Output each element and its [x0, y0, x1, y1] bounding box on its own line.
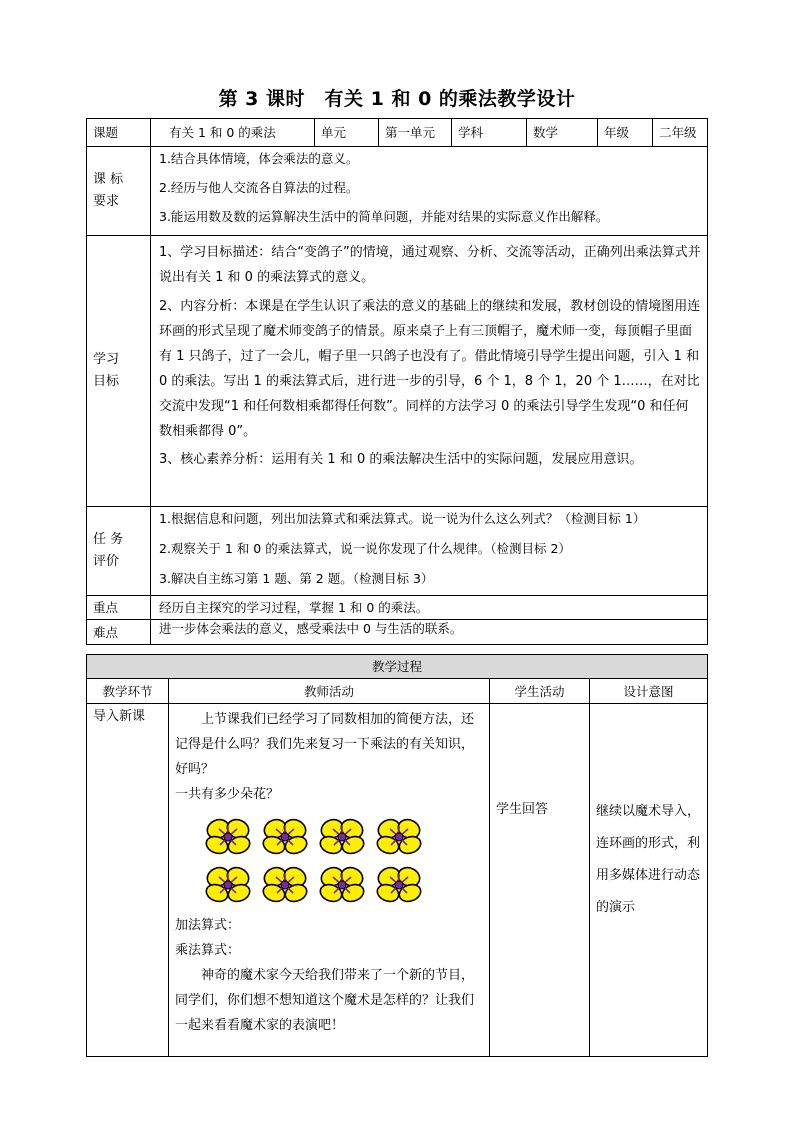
- process-table: [86, 654, 708, 1057]
- standards-label-line1: 课 标: [93, 171, 124, 187]
- goal-paragraph: 1、学习目标描述：结合“变鸽子”的情境，通过观察、分析、交流等活动，正确列出乘法算式并说出有关 1 和 0 的乘法算式的意义。: [159, 245, 701, 285]
- difficulty-text: 进一步体会乘法的意义，感受乘法中 0 与生活的联系。: [151, 620, 708, 645]
- addition-label: 加法算式：: [175, 918, 241, 933]
- lesson-info-table: [86, 118, 708, 645]
- subject-value: 数学: [527, 119, 598, 147]
- standards-label: [87, 147, 151, 236]
- yellow-flower-icon: [317, 865, 367, 905]
- yellow-flower-icon: [203, 865, 253, 905]
- key-point-label: 重点: [87, 596, 151, 620]
- goals-label-line1: 学习: [93, 351, 120, 367]
- goals-content: [151, 236, 708, 507]
- key-point-row: [87, 596, 708, 620]
- process-header-row: [87, 679, 708, 704]
- goals-row: [87, 236, 708, 507]
- standards-label-line2: 要求: [93, 194, 120, 209]
- grade-label: 年级: [598, 119, 653, 147]
- yellow-flower-icon: [374, 865, 424, 905]
- goals-label-line2: 目标: [93, 374, 120, 389]
- process-row: [87, 704, 708, 1057]
- key-point-text: 经历自主探究的学习过程，掌握 1 和 0 的乘法。: [151, 596, 708, 620]
- grade-value: 二年级: [653, 119, 708, 147]
- goals-label: [87, 236, 151, 507]
- subject-label: 学科: [452, 119, 527, 147]
- evaluation-label: [87, 507, 151, 596]
- yellow-flower-icon: [317, 817, 367, 857]
- standards-content: [151, 147, 708, 236]
- yellow-flower-icon: [374, 817, 424, 857]
- topic-label: 课题: [87, 119, 151, 147]
- difficulty-row: [87, 620, 708, 645]
- yellow-flower-icon: [203, 817, 253, 857]
- evaluation-item: 2.观察关于 1 和 0 的乘法算式，说一说你发现了什么规律。（检测目标 2）: [159, 541, 571, 556]
- teacher-activity: [169, 704, 490, 1057]
- evaluation-label-line2: 评价: [93, 554, 120, 569]
- unit-value: 第一单元: [379, 119, 452, 147]
- standards-item: 2.经历与他人交流各自算法的过程。: [159, 180, 359, 195]
- design-intent: 继续以魔术导入，连环画的形式，利用多媒体进行动态的演示: [590, 704, 708, 1057]
- standards-item: 1.结合具体情境，体会乘法的意义。: [159, 151, 359, 166]
- teacher-question: 一共有多少朵花？: [175, 787, 280, 802]
- header-row: [87, 119, 708, 147]
- stage-text: 导入新课: [87, 704, 169, 1057]
- col-intent: 设计意图: [590, 679, 708, 704]
- teacher-paragraph: 神奇的魔术家今天给我们带来了一个新的节目，同学们，你们想不想知道这个魔术是怎样的？让我们一起来看看魔术家的表演吧！: [175, 968, 475, 1033]
- yellow-flower-icon: [260, 817, 310, 857]
- evaluation-label-line1: 任 务: [93, 531, 124, 547]
- unit-label: 单元: [315, 119, 379, 147]
- process-title: 教学过程: [87, 655, 708, 679]
- standards-item: 3.能运用数及数的运算解决生活中的简单问题，并能对结果的实际意义作出解释。: [159, 209, 609, 224]
- goal-paragraph: 2、内容分析：本课是在学生认识了乘法的意义的基础上的继续和发展，教材创设的情境图用连环画的形式呈现了魔术师变鸽子的情景。原来桌子上有三顶帽子，魔术师一变，每顶帽子里面有 1 只鸽子，过了一会儿，帽子里一只鸽子也没有了。借此情境引导学生提出问题，引入 1 和 0 的乘法。写出 1 的乘法算式后，进行进一步的引导，6 个 1，8 个 1，20 个 1……，在对比交流中发现“1 和任何数相乘都得任何数”。同样的方法学习 0 的乘法引导学生发现“0 和任何数相乘都得 0”。: [159, 299, 701, 439]
- teacher-paragraph: 上节课我们已经学习了同数相加的简便方法，还记得是什么吗？我们先来复习一下乘法的有关知识，好吗？: [175, 712, 475, 777]
- col-student: 学生活动: [490, 679, 590, 704]
- col-teacher: 教师活动: [169, 679, 490, 704]
- goal-paragraph: 3、核心素养分析：运用有关 1 和 0 的乘法解决生活中的实际问题，发展应用意识。: [159, 452, 643, 467]
- process-title-row: [87, 655, 708, 679]
- page-title: 第 3 课时 有关 1 和 0 的乘法教学设计: [218, 88, 576, 110]
- flower-grid: [203, 817, 483, 905]
- standards-row: [87, 147, 708, 236]
- difficulty-label: 难点: [87, 620, 151, 645]
- evaluation-row: [87, 507, 708, 596]
- multiplication-label: 乘法算式：: [175, 943, 241, 958]
- student-activity: 学生回答: [490, 704, 590, 1057]
- topic-value: 有关 1 和 0 的乘法: [151, 119, 315, 147]
- evaluation-item: 1.根据信息和问题，列出加法算式和乘法算式。说一说为什么这么列式？（检测目标 1）: [159, 511, 646, 526]
- yellow-flower-icon: [260, 865, 310, 905]
- col-stage: 教学环节: [87, 679, 169, 704]
- evaluation-item: 3.解决自主练习第 1 题、第 2 题。（检测目标 3）: [159, 571, 434, 586]
- evaluation-content: [151, 507, 708, 596]
